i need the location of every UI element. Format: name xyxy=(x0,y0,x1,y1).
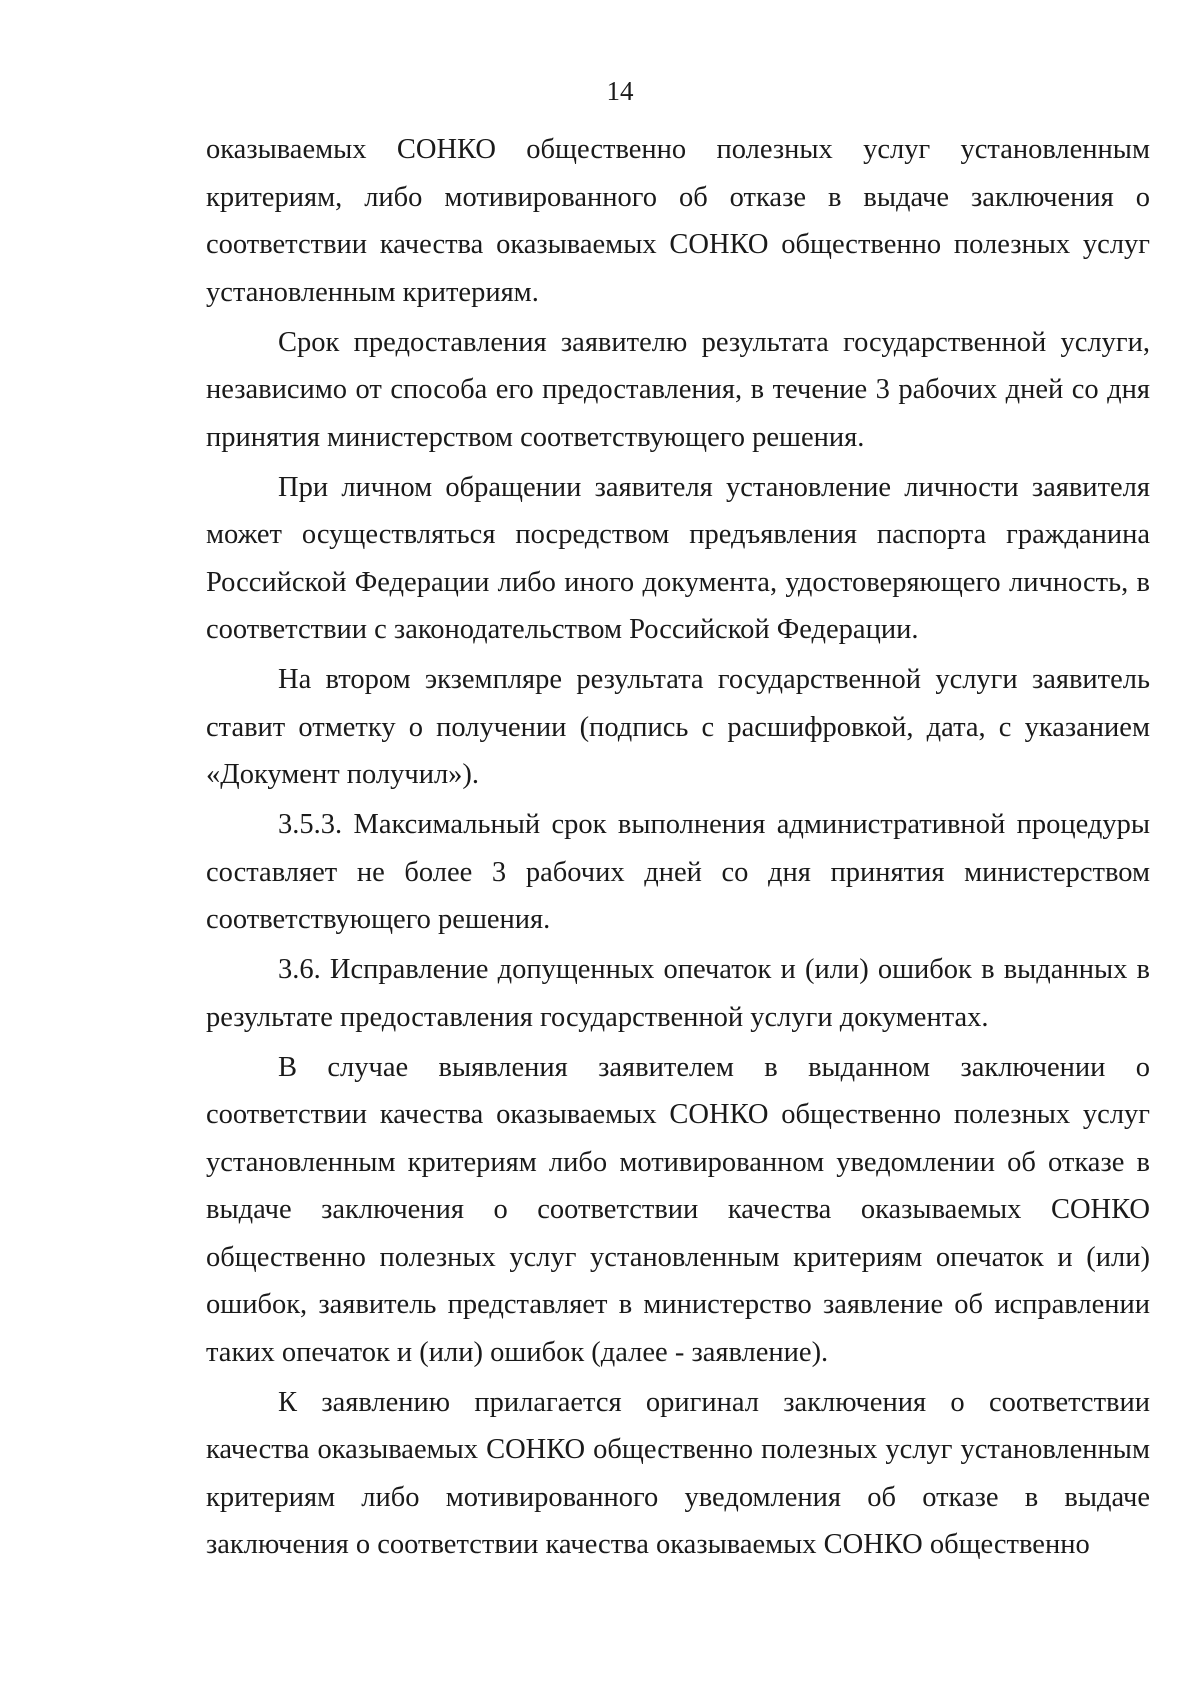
paragraph-3-5-3: 3.5.3. Максимальный срок выполнения административной процедуры составляет не более 3 рабочих дней со дня принятия министерством соответствующего решения. xyxy=(206,809,1150,935)
paragraph-receipt-mark: На втором экземпляре результата государственной услуги заявитель ставит отметку о получении (подпись с расшифровкой, дата, с указанием «Документ получил»). xyxy=(206,664,1150,790)
paragraph-identity-check: При личном обращении заявителя установление личности заявителя может осуществляться посредством предъявления паспорта гражданина Российской Федерации либо иного документа, удостоверяющего личность, в соответствии с законодательством Российской Федерации. xyxy=(206,471,1150,645)
paragraph-3-6: 3.6. Исправление допущенных опечаток и (или) ошибок в выданных в результате предоставления государственной услуги документах. xyxy=(206,954,1150,1033)
paragraph-error-detection: В случае выявления заявителем в выданном заключении о соответствии качества оказываемых СОНКО общественно полезных услуг установленным критериям либо мотивированном уведомлении об отказе в выдаче заключения о соответствии качества оказываемых СОНКО общественно полезных услуг установленным критериям опечаток и (или) ошибок, заявитель представляет в министерство заявление об исправлении таких опечаток и (или) ошибок (далее - заявление). xyxy=(206,1051,1150,1368)
paragraph-result-deadline: Срок предоставления заявителю результата государственной услуги, независимо от способа его предоставления, в течение 3 рабочих дней со дня принятия министерством соответствующего решения. xyxy=(206,326,1150,453)
page-number: 14 xyxy=(606,76,634,106)
paragraph-continuation: оказываемых СОНКО общественно полезных услуг установленным критериям, либо мотивированного об отказе в выдаче заключения о соответствии качества оказываемых СОНКО общественно полезных услуг установленным критериям. xyxy=(206,134,1150,308)
paragraph-attachment: К заявлению прилагается оригинал заключения о соответствии качества оказываемых СОНКО общественно полезных услуг установленным критериям либо мотивированного уведомления об отказе в выдаче заключения о соответствии качества оказываемых СОНКО общественно xyxy=(206,1386,1150,1560)
document-body xyxy=(206,126,1150,1571)
